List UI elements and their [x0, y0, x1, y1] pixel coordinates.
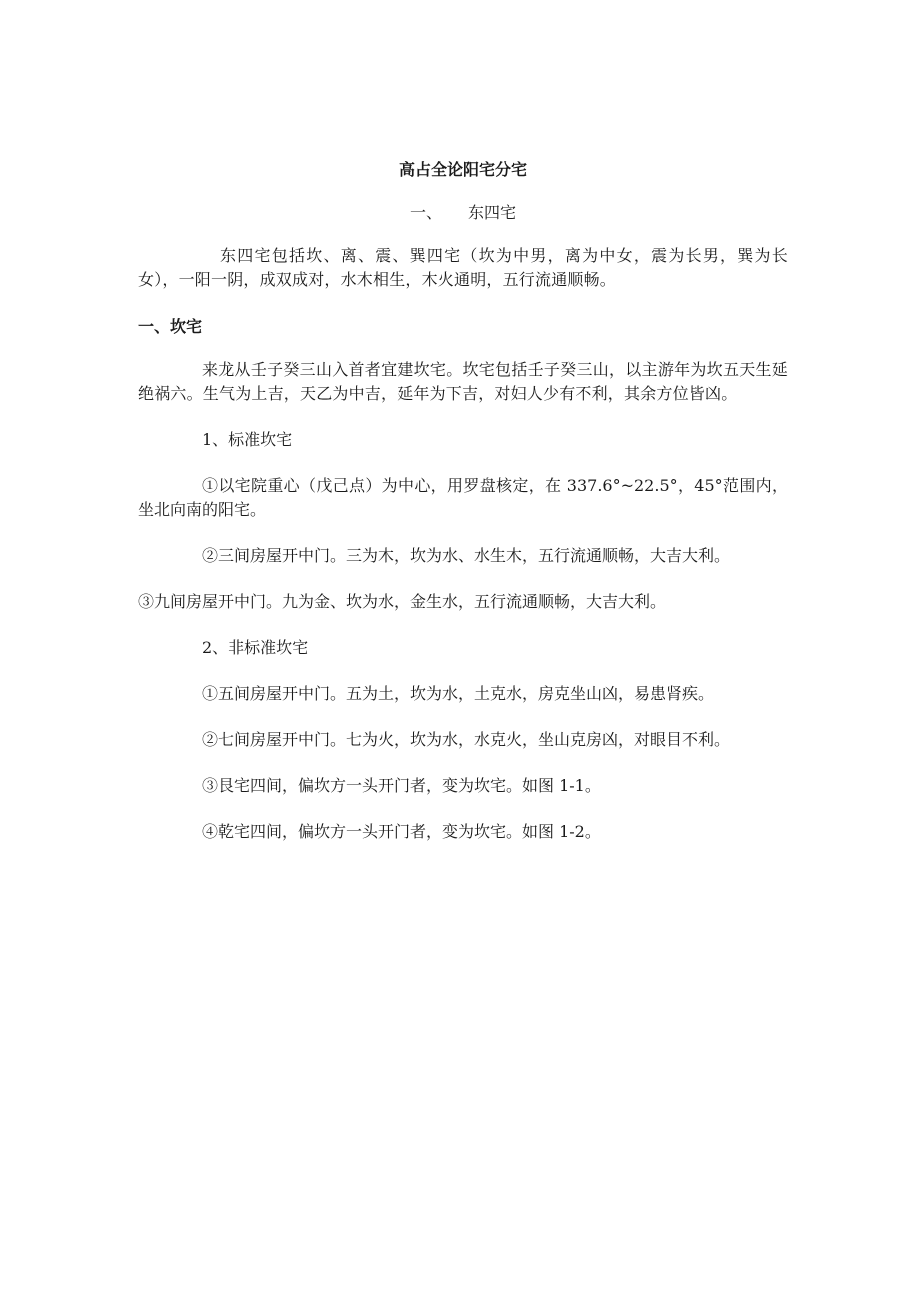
document-body: [138, 156, 788, 866]
nonstandard-item: ④乾宅四间，偏坎方一头开门者，变为坎宅。如图 1-2。: [202, 822, 601, 841]
nonstandard-item: ③艮宅四间，偏坎方一头开门者，变为坎宅。如图 1-1。: [202, 776, 601, 795]
document-title: 高占全论阳宅分宅: [398, 160, 527, 179]
standard-item: ③九间房屋开中门。九为金、坎为水，金生水，五行流通顺畅，大吉大利。: [138, 592, 667, 611]
nonstandard-item: ②七间房屋开中门。七为火，坎为水，水克火，坐山克房凶，对眼目不利。: [202, 730, 731, 749]
section-intro-paragraph: 来龙从壬子癸三山入首者宜建坎宅。坎宅包括壬子癸三山，以主游年为坎五天生延绝祸六。生气为上吉，天乙为中吉，延年为下吉，对妇人少有不利，其余方位皆凶。: [138, 360, 788, 403]
subtitle-text: 东四宅: [468, 203, 517, 222]
nonstandard-item: ①五间房屋开中门。五为土，坎为水，土克水，房克坐山凶，易患肾疾。: [202, 684, 715, 703]
standard-item: ①以宅院重心（戊己点）为中心，用罗盘核定，在 337.6°~22.5°，45°范围内，坐北向南的阳宅。: [138, 476, 788, 519]
intro-paragraph: 东四宅包括坎、离、震、巽四宅（坎为中男，离为中女，震为长男，巽为长女），一阳一阴，成双成对，水木相生，木火通明，五行流通顺畅。: [138, 246, 788, 289]
section-heading-kan: 一、坎宅: [138, 317, 203, 336]
subtitle-number: 一、: [409, 203, 442, 222]
standard-heading: 1、标准坎宅: [202, 430, 293, 449]
standard-item: ②三间房屋开中门。三为木，坎为水、水生木，五行流通顺畅，大吉大利。: [202, 546, 731, 565]
nonstandard-heading: 2、非标准坎宅: [202, 638, 309, 657]
section-subtitle: [138, 200, 788, 226]
